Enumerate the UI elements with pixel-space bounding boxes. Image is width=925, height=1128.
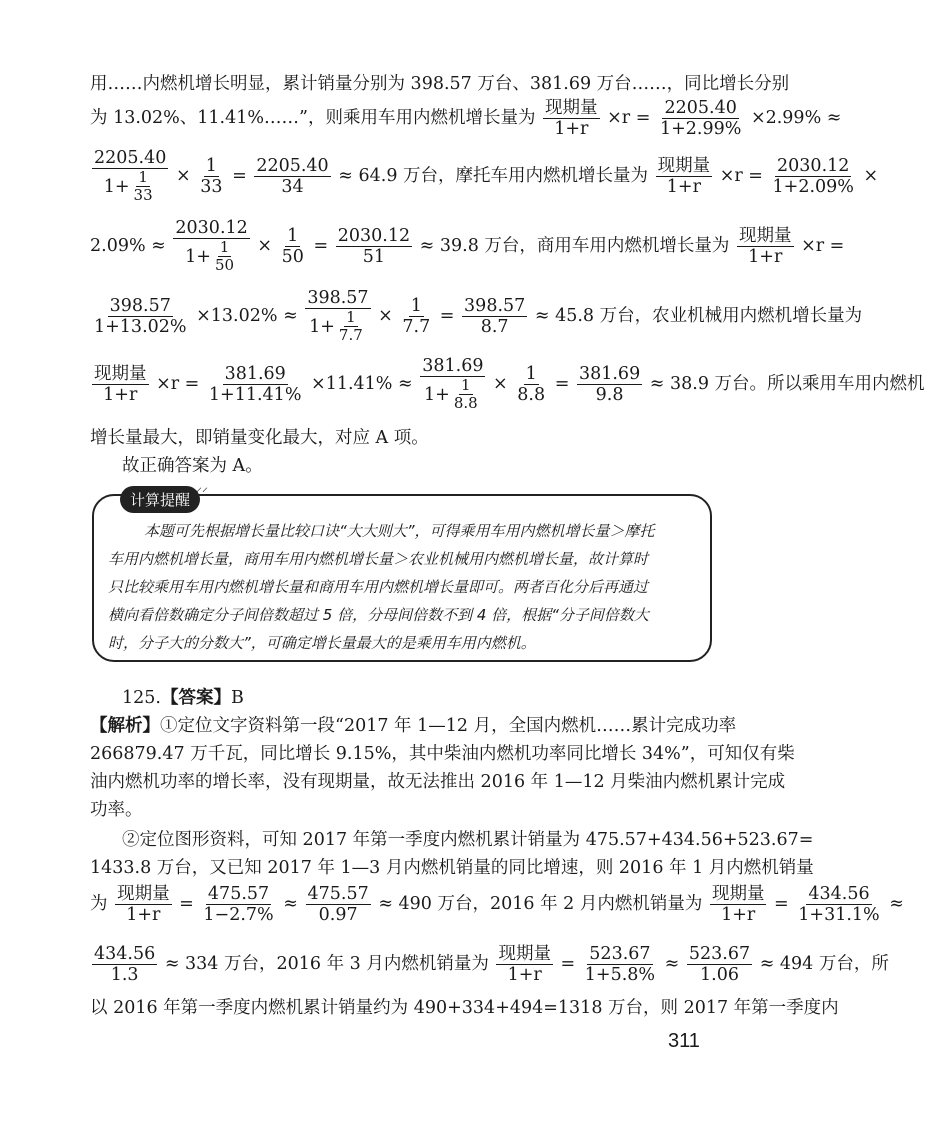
fraction-6 [173, 218, 249, 275]
operator: ×13.02% ≈ [196, 305, 298, 326]
formula-fraction [737, 226, 794, 267]
analysis-line-1 [90, 712, 736, 737]
den-prefix: 1+ [185, 246, 211, 267]
analysis-text: ①定位文字资料第一段“2017 年 1—12 月，全国内燃机……累计完成功率 [160, 716, 737, 736]
numerator: 523.67 [688, 944, 751, 964]
fraction-a [201, 884, 275, 925]
text-line-5 [90, 288, 862, 345]
analysis-label: 【解析】 [90, 716, 160, 736]
page-number: 311 [668, 1030, 700, 1052]
operator: = [313, 235, 329, 256]
fraction-c [796, 884, 881, 925]
denominator: 7.7 [338, 326, 363, 345]
analysis-line-6: 1433.8 万台，又已知 2017 年 1—3 月内燃机销量的同比增速，则 2016 年 1 月内燃机销量 [90, 858, 814, 878]
operator: ×11.41% ≈ [311, 373, 413, 394]
fraction-1 [658, 98, 743, 139]
denominator: 51 [362, 246, 386, 267]
numerator: 2030.12 [175, 218, 248, 238]
text-line-6 [90, 356, 925, 413]
denominator: 1+2.09% [772, 176, 854, 197]
operator: ×2.99% ≈ [750, 108, 842, 129]
operator: = [554, 373, 570, 394]
text: 为 [90, 894, 108, 915]
operator: = [232, 165, 247, 186]
denominator: 33 [200, 176, 223, 197]
text-line-8: 故正确答案为 A。 [122, 456, 263, 476]
text-line-1: 用……内燃机增长明显，累计销量分别为 398.57 万台、381.69 万台……，同比增长分别 [90, 74, 790, 94]
fraction-11 [400, 296, 432, 337]
analysis-line-3: 油内燃机功率的增长率，没有现期量，故无法推出 2016 年 1—12 月柴油内燃机累计完成 [90, 772, 786, 792]
fraction-13 [207, 364, 304, 405]
formula-fraction [496, 944, 553, 985]
denominator: 1+r [748, 246, 783, 267]
numerator: 现期量 [545, 98, 598, 118]
hint-line-3: 只比较乘用车用内燃机增长量和商用车用内燃机增长量即可。两者百化分后再通过 [108, 578, 649, 596]
numerator: 434.56 [808, 884, 870, 904]
operator: = [439, 305, 455, 326]
numerator: 475.57 [207, 884, 270, 904]
fraction-4 [254, 156, 330, 197]
analysis-line-8 [90, 944, 889, 985]
numerator: 523.67 [589, 944, 651, 964]
hint-line-4: 横向看倍数确定分子间倍数超过 5 倍，分母间倍数不到 4 倍，根据“分子间倍数大 [108, 606, 649, 624]
text-line-3 [90, 148, 878, 205]
numerator: 2205.40 [664, 98, 737, 118]
fraction-e [583, 944, 657, 985]
numerator: 398.57 [307, 288, 369, 308]
fraction-2 [92, 148, 168, 205]
operator: × [175, 165, 191, 186]
numerator: 381.69 [224, 363, 286, 384]
analysis-line-7 [90, 884, 904, 925]
denominator [183, 239, 240, 275]
numerator: 1 [346, 308, 356, 327]
denominator: 1+2.99% [659, 119, 742, 140]
nested-fraction [452, 377, 480, 413]
numerator: 2030.12 [777, 155, 850, 176]
operator: × [378, 305, 393, 326]
nested-fraction [213, 239, 236, 275]
fraction-12 [462, 296, 527, 337]
numerator: 1 [460, 376, 471, 395]
q125-header [122, 684, 244, 709]
numerator: 2030.12 [337, 225, 411, 246]
numerator: 1 [219, 238, 230, 257]
line5-text: ≈ 45.8 万台，农业机械用内燃机增长量为 [534, 305, 863, 326]
sparkle-icon: ⸝⸝ [196, 480, 209, 494]
formula-fraction [543, 98, 600, 139]
denominator: 1+r [666, 176, 701, 197]
text: ≈ 490 万台，2016 年 2 月内燃机销量为 [378, 894, 703, 915]
numerator: 381.69 [578, 363, 641, 384]
numerator: 398.57 [464, 295, 526, 316]
denominator: 34 [281, 176, 304, 197]
denominator: 1+r [103, 384, 138, 405]
denominator: 50 [214, 256, 235, 275]
denominator: 1+31.1% [798, 905, 880, 926]
answer-label: 【答案】 [160, 688, 231, 708]
nested-fraction [132, 169, 155, 205]
text: ≈ 334 万台，2016 年 3 月内燃机销量为 [164, 954, 489, 975]
denominator: 1+r [554, 119, 589, 140]
den-prefix: 1+ [424, 384, 450, 405]
line2-text: 为 13.02%、11.41%……”，则乘用车用内燃机增长量为 [90, 108, 536, 129]
text-line-7: 增长量最大，即销量变化最大，对应 A 项。 [90, 428, 429, 448]
operator: ≈ [283, 894, 298, 915]
denominator: 1+r [126, 905, 161, 926]
numerator: 475.57 [307, 884, 369, 904]
operator: ×r = [607, 108, 651, 129]
denominator: 8.8 [453, 394, 478, 413]
denominator: 50 [281, 246, 304, 267]
operator: ≈ [664, 954, 680, 975]
den-prefix: 1+ [309, 316, 335, 337]
denominator: 1+r [507, 965, 542, 986]
numerator: 现期量 [94, 363, 147, 384]
numerator: 434.56 [94, 944, 156, 964]
line3-text: ≈ 64.9 万台，摩托车用内燃机增长量为 [338, 165, 649, 186]
numerator: 2205.40 [94, 148, 167, 168]
denominator [307, 309, 369, 345]
text-line-2 [90, 98, 841, 139]
analysis-line-9: 以 2016 年第一季度内燃机累计销量约为 490+334+494=1318 万台，则 2017 年第一季度内 [90, 998, 839, 1018]
denominator [422, 377, 484, 413]
operator: × [257, 235, 273, 256]
question-number: 125. [122, 688, 161, 708]
fraction-14 [420, 356, 485, 413]
hint-line-1: 本题可先根据增长量比较口诀“大大则大”，可得乘用车用内燃机增长量＞摩托 [144, 522, 655, 540]
denominator: 33 [133, 186, 153, 205]
numerator: 1 [205, 155, 217, 176]
operator: ×r = [719, 165, 763, 186]
numerator: 1 [287, 225, 299, 246]
denominator: 1.3 [110, 965, 139, 986]
numerator: 现期量 [739, 225, 792, 246]
hint-line-2: 车用内燃机增长量，商用车用内燃机增长量＞农业机械用内燃机增长量，故计算时 [108, 550, 649, 568]
hint-tag: 计算提醒 [120, 486, 200, 513]
text: ≈ 494 万台，所 [759, 954, 889, 975]
analysis-line-2: 266879.47 万千瓦，同比增长 9.15%，其中柴油内燃机功率同比增长 34%”，可知仅有柴 [90, 744, 795, 764]
fraction-5 [771, 156, 856, 197]
nested-fraction [337, 309, 365, 345]
denominator: 1+5.8% [584, 965, 656, 986]
numerator: 2205.40 [256, 155, 329, 176]
line4-text: 2.09% ≈ [90, 235, 166, 256]
fraction-3 [198, 156, 224, 197]
denominator: 0.97 [318, 905, 358, 926]
denominator: 8.8 [517, 384, 546, 405]
formula-fraction [115, 884, 172, 925]
operator: = [560, 954, 576, 975]
formula-fraction [92, 364, 149, 405]
numerator: 1 [138, 168, 148, 187]
operator: × [863, 165, 879, 186]
numerator: 现期量 [117, 884, 170, 904]
denominator: 1+13.02% [94, 316, 187, 337]
text-line-4 [90, 218, 844, 275]
operator: = [774, 894, 789, 915]
denominator: 1.06 [700, 965, 739, 986]
fraction-9 [92, 296, 189, 337]
fraction-f [687, 944, 752, 985]
fraction-d [92, 944, 157, 985]
denominator: 1+r [721, 905, 756, 926]
numerator: 现期量 [498, 944, 551, 964]
operator: = [179, 894, 194, 915]
denominator: 1−2.7% [203, 905, 274, 926]
fraction-10 [305, 288, 370, 345]
numerator: 381.69 [422, 356, 484, 376]
operator: × [493, 373, 508, 394]
analysis-line-5: ②定位图形资料，可知 2017 年第一季度内燃机累计销量为 475.57+434.56+523.67= [122, 830, 814, 850]
denominator: 7.7 [402, 316, 431, 337]
numerator: 现期量 [711, 884, 765, 904]
operator: ≈ [889, 894, 904, 915]
denominator: 8.7 [480, 316, 509, 337]
numerator: 1 [410, 295, 422, 316]
numerator: 1 [525, 363, 537, 384]
line4-text-2: ≈ 39.8 万台，商用车用内燃机增长量为 [419, 235, 730, 256]
answer-value: B [230, 688, 244, 708]
denominator: 1+11.41% [208, 384, 302, 405]
numerator: 现期量 [657, 155, 711, 176]
fraction-7 [280, 226, 306, 267]
formula-fraction [710, 884, 767, 925]
hint-line-5: 时，分子大的分数大”，可确定增长量最大的是乘用车用内燃机。 [108, 634, 536, 652]
fraction-15 [515, 364, 547, 405]
line6-text: ≈ 38.9 万台。所以乘用车用内燃机 [649, 373, 925, 394]
analysis-line-4: 功率。 [90, 800, 143, 820]
denominator: 9.8 [595, 384, 624, 405]
operator: ×r = [801, 235, 845, 256]
fraction-16 [577, 364, 642, 405]
denominator [102, 169, 159, 205]
operator: ×r = [156, 373, 200, 394]
den-prefix: 1+ [103, 176, 130, 197]
formula-fraction [656, 156, 713, 197]
fraction-8 [336, 226, 412, 267]
numerator: 398.57 [109, 295, 171, 316]
fraction-b [306, 884, 371, 925]
